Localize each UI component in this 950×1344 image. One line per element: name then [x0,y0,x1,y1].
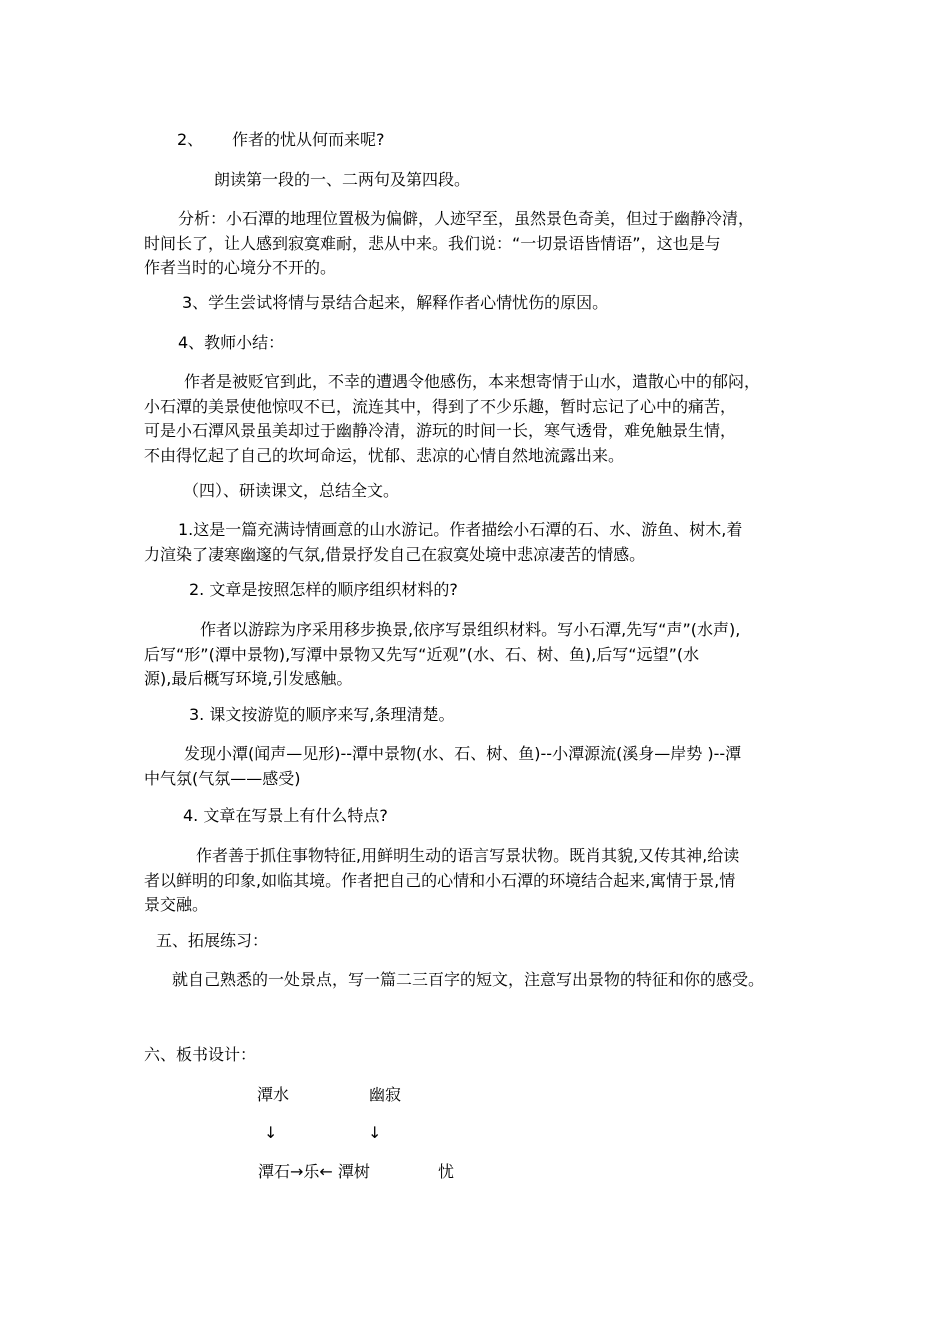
point-1-paragraph [144,518,824,567]
question-4: 4、教师小结： [178,333,285,352]
point-2-line: 后写“形”(潭中景物),写潭中景物又先写“近观”(水、石、树、鱼),后写“远望”(水 [144,644,700,664]
section-5-heading: 五、拓展练习： [156,931,269,950]
point-3-question: 3. 课文按游览的顺序来写,条理清楚。 [189,705,455,724]
board-arrow-down-icon: ↓ [264,1123,278,1142]
section-6-heading: 六、板书设计： [144,1045,257,1064]
board-sorrow: 忧 [438,1162,455,1181]
point-2-question: 2. 文章是按照怎样的顺序组织材料的? [189,580,458,599]
point-4-line: 作者善于抓住事物特征,用鲜明生动的语言写景状物。既肖其貌,又传其神,给读 [196,846,740,865]
point-3-answer [144,742,824,791]
point-2-line: 源),最后概写环境,引发感触。 [144,669,353,688]
point-4-answer [144,844,824,918]
analysis-line: 作者当时的心境分不开的。 [144,258,337,277]
question-3: 3、学生尝试将情与景结合起来，解释作者心情忧伤的原因。 [182,293,609,312]
question-2-number: 2、 [177,130,204,149]
summary-line: 作者是被贬官到此，不幸的遭遇令他感伤，本来想寄情于山水，遣散心中的郁闷， [184,372,761,391]
teacher-summary [144,370,824,468]
summary-line: 小石潭的美景使他惊叹不已，流连其中，得到了不少乐趣，暂时忘记了心中的痛苦， [144,396,737,416]
board-bottom-row: 潭石→乐← 潭树 [258,1162,370,1181]
point-4-question: 4. 文章在写景上有什么特点? [183,806,388,825]
point-2-line: 作者以游踪为序采用移步换景,依序写景组织材料。写小石潭,先写“声”(水声), [200,620,741,639]
point-1-line: 1.这是一篇充满诗情画意的山水游记。作者描绘小石潭的石、水、游鱼、树木,着 [178,520,743,539]
board-arrow-down-icon: ↓ [368,1123,382,1142]
point-4-line: 景交融。 [144,895,209,914]
board-water: 潭水 [257,1085,290,1104]
point-3-line: 中气氛(气氛——感受) [144,768,301,788]
analysis-paragraph [144,207,824,281]
question-2-reading: 朗读第一段的一、二两句及第四段。 [214,170,471,189]
question-2-text: 作者的忧从何而来呢? [232,130,385,149]
summary-line: 可是小石潭风景虽美却过于幽静冷清，游玩的时间一长，寒气透骨，难免触景生情， [144,421,737,440]
point-4-line: 者以鲜明的印象,如临其境。作者把自己的心情和小石潭的环境结合起来,寓情于景,情 [144,870,736,890]
analysis-line: 时间长了，让人感到寂寞难耐，悲从中来。我们说：“一切景语皆情语”，这也是与 [144,233,721,253]
analysis-line: 分析：小石潭的地理位置极为偏僻，人迹罕至，虽然景色奇美，但过于幽静冷清， [178,209,755,228]
section-4-heading: （四）、研读课文，总结全文。 [183,481,400,500]
point-1-line: 力渲染了凄寒幽邃的气氛,借景抒发自己在寂寞处境中悲凉凄苦的情感。 [144,544,646,564]
board-quiet: 幽寂 [369,1085,402,1104]
summary-line: 不由得忆起了自己的坎坷命运，忧郁、悲凉的心情自然地流露出来。 [144,445,625,465]
point-3-line: 发现小潭(闻声—见形)--潭中景物(水、石、树、鱼)--小潭源流(溪身—岸势 )--潭 [184,744,742,763]
section-5-text: 就自己熟悉的一处景点，写一篇二三百字的短文，注意写出景物的特征和你的感受。 [172,970,765,989]
point-2-answer [144,618,824,692]
